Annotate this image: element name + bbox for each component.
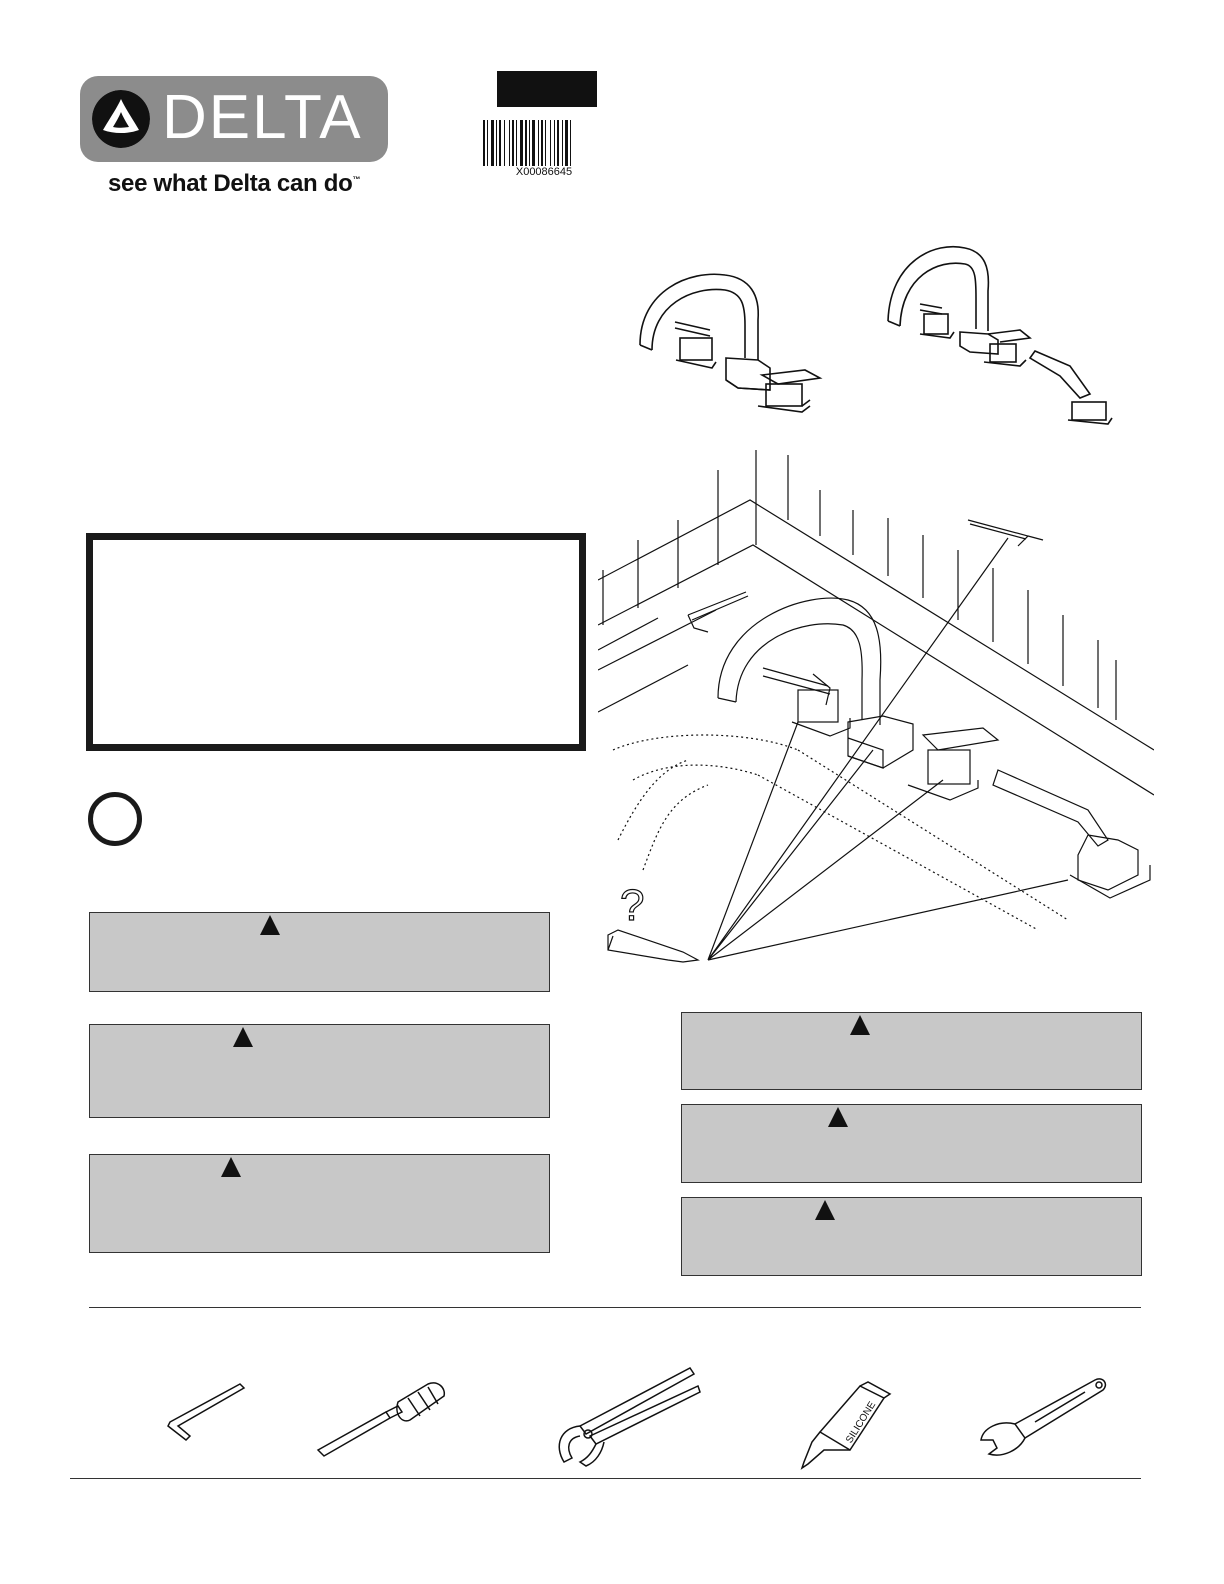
notice-box bbox=[86, 533, 586, 751]
delta-triangle-icon bbox=[92, 90, 150, 148]
warning-box-5 bbox=[681, 1104, 1142, 1183]
barcode-number: X00086645 bbox=[515, 166, 573, 178]
barcode-bar bbox=[487, 120, 488, 166]
warning-triangle-icon bbox=[233, 1027, 253, 1047]
hex-key-icon bbox=[160, 1380, 250, 1450]
barcode-bar bbox=[557, 120, 559, 166]
barcode-bar bbox=[525, 120, 527, 166]
barcode-bar bbox=[483, 120, 485, 166]
barcode-bar bbox=[516, 120, 517, 166]
barcode-bar bbox=[538, 120, 539, 166]
warning-box-3 bbox=[89, 1154, 550, 1253]
barcode-bar bbox=[562, 120, 563, 166]
warning-box-4 bbox=[681, 1012, 1142, 1090]
barcode-bar bbox=[504, 120, 505, 166]
warning-triangle-icon bbox=[828, 1107, 848, 1127]
barcode-bar bbox=[520, 120, 523, 166]
barcode-bar bbox=[565, 120, 568, 166]
adjustable-wrench-icon bbox=[975, 1374, 1115, 1460]
trademark-mark: ™ bbox=[352, 175, 361, 184]
barcode-bar bbox=[496, 120, 497, 166]
barcode-bar bbox=[491, 120, 494, 166]
barcode-bar bbox=[529, 120, 530, 166]
tagline-text: see what Delta can do bbox=[108, 170, 353, 197]
warning-box-1 bbox=[89, 912, 550, 992]
warning-box-6 bbox=[681, 1197, 1142, 1276]
barcode bbox=[481, 120, 607, 168]
warning-triangle-icon bbox=[260, 915, 280, 935]
silicone-tube-icon bbox=[790, 1380, 900, 1472]
barcode-bar bbox=[499, 120, 501, 166]
silicone-label: SILICONE bbox=[844, 1399, 879, 1446]
divider-top bbox=[89, 1307, 1141, 1308]
installation-scene-illustration bbox=[598, 450, 1154, 990]
delta-logo bbox=[80, 76, 388, 162]
barcode-bar bbox=[532, 120, 535, 166]
model-code-box bbox=[497, 71, 597, 107]
barcode-bar bbox=[554, 120, 555, 166]
four-hole-faucet-illustration bbox=[880, 226, 1120, 426]
warning-box-2 bbox=[89, 1024, 550, 1118]
warning-triangle-icon bbox=[850, 1015, 870, 1035]
divider-bottom bbox=[70, 1478, 1141, 1479]
barcode-bar bbox=[550, 120, 551, 166]
brand-wordmark: DELTA bbox=[162, 83, 363, 152]
warning-triangle-icon bbox=[815, 1200, 835, 1220]
question-mark: ? bbox=[620, 881, 645, 930]
pliers-icon bbox=[550, 1366, 710, 1470]
barcode-bar bbox=[512, 120, 514, 166]
barcode-bar bbox=[545, 120, 546, 166]
three-hole-faucet-illustration bbox=[630, 250, 860, 420]
screwdriver-icon bbox=[310, 1380, 450, 1460]
warning-triangle-icon bbox=[221, 1157, 241, 1177]
tagline bbox=[108, 170, 360, 198]
info-circle-icon bbox=[88, 792, 142, 846]
barcode-bar bbox=[541, 120, 543, 166]
barcode-bar bbox=[570, 120, 571, 166]
barcode-bar bbox=[509, 120, 510, 166]
